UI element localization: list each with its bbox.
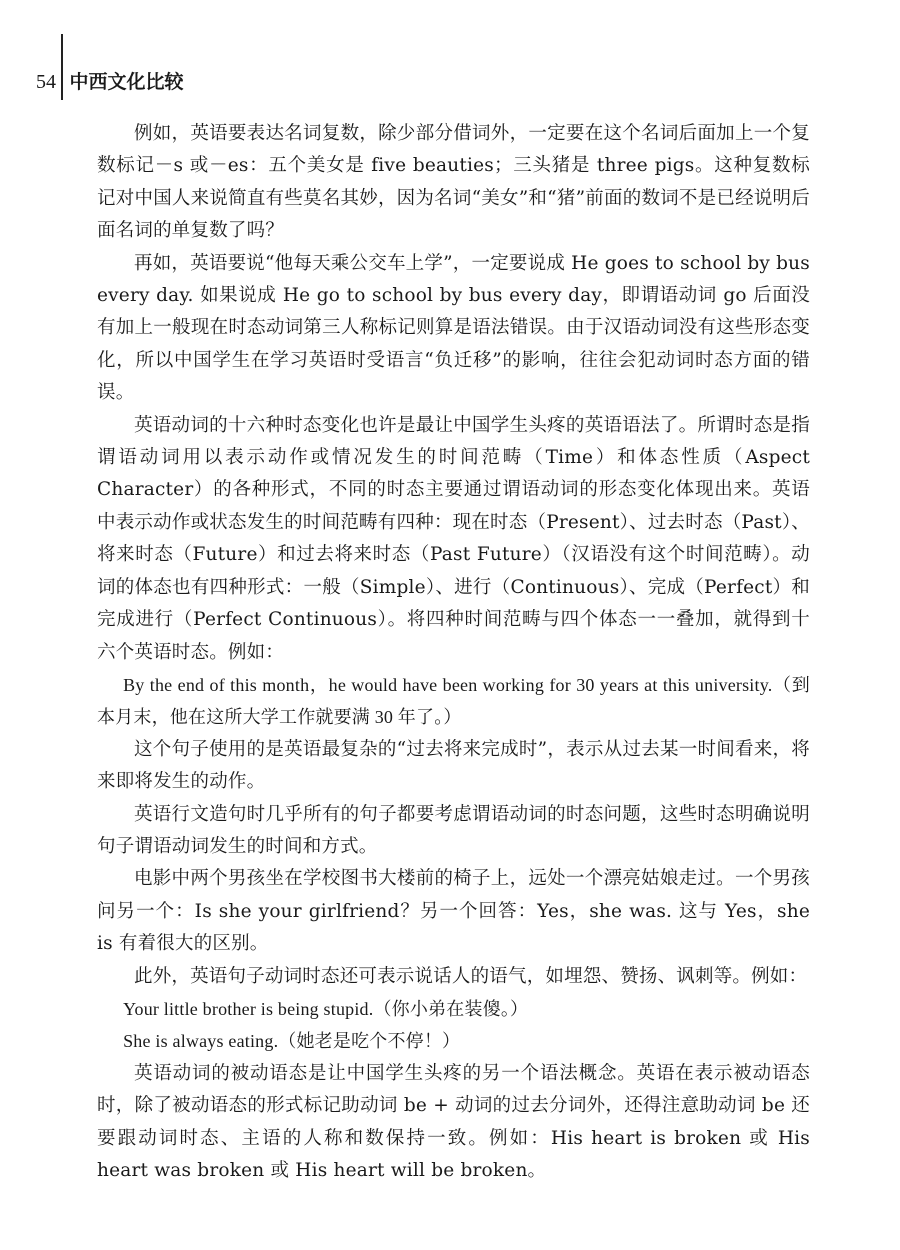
example-sentence: Your little brother is being stupid.（你小弟在装傻。）	[123, 998, 529, 1019]
book-title: 中西文化比较	[69, 71, 184, 93]
page-header	[36, 30, 184, 100]
paragraph: 此外，英语句子动词时态还可表示说话人的语气，如埋怨、赞扬、讽刺等。例如：	[134, 965, 808, 987]
page-body	[97, 118, 810, 1187]
paragraph: 英语动词的十六种时态变化也许是最让中国学生头疼的英语语法了。所谓时态是指谓语动词用以表示动作或情况发生的时间范畴（Time）和体态性质（Aspect Character）的各种形式，不同的时态主要通过谓语动词的形态变化体现出来。英语中表示动作或状态发生的时间范畴有四种：现在时态（Present）、过去时态（Past）、将来时态（Future）和过去将来时态（Past Future）（汉语没有这个时间范畴）。动词的体态也有四种形式：一般（Simple）、进行（Continuous）、完成（Perfect）和完成进行（Perfect Continuous）。将四种时间范畴与四个体态一一叠加，就得到十六个英语时态。例如：	[97, 414, 810, 663]
paragraph: 这个句子使用的是英语最复杂的“过去将来完成时”，表示从过去某一时间看来，将来即将发生的动作。	[97, 738, 810, 793]
example-sentence: By the end of this month，he would have been working for 30 years at this university.（到本月末，他在这所大学工作就要满 30 年了。）	[97, 674, 810, 728]
paragraph: 再如，英语要说“他每天乘公交车上学”，一定要说成 He goes to school by bus every day. 如果说成 He go to school by bus every day，即谓语动词 go 后面没有加上一般现在时态动词第三人称标记则算是语法错误。由于汉语动词没有这些形态变化，所以中国学生在学习英语时受语言“负迁移”的影响，往往会犯动词时态方面的错误。	[97, 252, 810, 404]
paragraph: 电影中两个男孩坐在学校图书大楼前的椅子上，远处一个漂亮姑娘走过。一个男孩问另一个：Is she your girlfriend？另一个回答：Yes，she was. 这与 Yes，she is 有着很大的区别。	[97, 868, 810, 955]
example-sentence: She is always eating.（她老是吃个不停！）	[123, 1031, 461, 1052]
paragraph: 英语动词的被动语态是让中国学生头疼的另一个语法概念。英语在表示被动语态时，除了被动语态的形式标记助动词 be + 动词的过去分词外，还得注意助动词 be 还要跟动词时态、主语的人称和数保持一致。例如：His heart is broken 或 His heart was broken 或 His heart will be broken。	[97, 1062, 810, 1181]
paragraph: 例如，英语要表达名词复数，除少部分借词外，一定要在这个名词后面加上一个复数标记－s 或－es：五个美女是 five beauties；三头猪是 three pigs。这种复数标记对中国人来说简直有些莫名其妙，因为名词“美女”和“猪”前面的数词不是已经说明后面名词的单复数了吗？	[97, 123, 810, 242]
header-divider	[61, 34, 63, 100]
page-number: 54	[36, 71, 56, 93]
paragraph: 英语行文造句时几乎所有的句子都要考虑谓语动词的时态问题，这些时态明确说明句子谓语动词发生的时间和方式。	[97, 803, 810, 857]
